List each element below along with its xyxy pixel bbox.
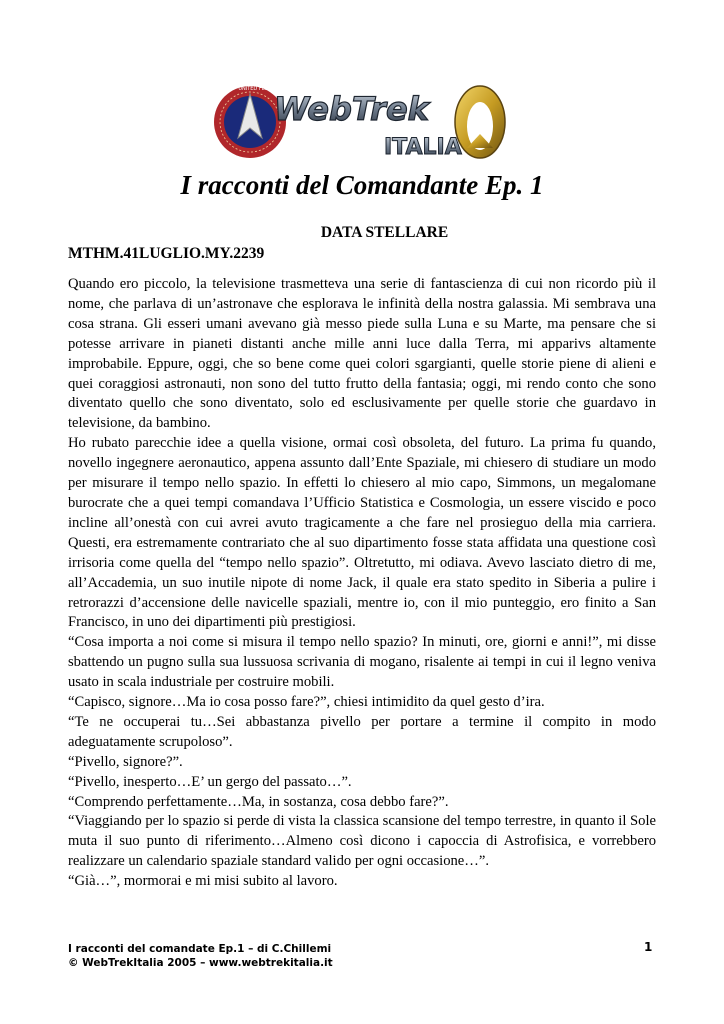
story-paragraph: “Te ne occuperai tu…Sei abbastanza pivello per portare a termine il compito in modo adeguatamente scrupoloso”. [68, 713, 656, 750]
document-title: I racconti del Comandante Ep. 1 [180, 170, 544, 200]
story-paragraph: “Comprendo perfettamente…Ma, in sostanza, cosa debbo fare?”. [68, 793, 449, 810]
footer-credit: I racconti del comandate Ep.1 – di C.Chillemi [68, 943, 332, 955]
page-footer [68, 942, 333, 970]
webtrek-italia-logo [177, 82, 508, 162]
stardate-label: DATA STELLARE [320, 224, 449, 241]
gold-delta-icon [455, 86, 505, 158]
story-paragraph: “Viaggiando per lo spazio si perde di vista la classica scansione del tempo terrestre, in quanto il Sole muta il suo punto di riferimento…Almeno così dicono i capoccia di Astrofisica, e vorrebbero realizzare un calendario spaziale standard valido per ogni occasione…”. [68, 813, 656, 870]
page-number: 1 [644, 940, 653, 954]
story-paragraph: “Cosa importa a noi come si misura il tempo nello spazio? In minuti, ore, giorni e anni!”, mi disse sbattendo un pugno sulla sua lussuosa scrivania di mogano, risalente ai tempi in cui il legno veniva usato in scala industriale per costruire mobili. [68, 634, 656, 691]
logo-badge-text: STARFLEET COMMAND · UNITED FEDERATION OF PLANETS [177, 86, 323, 92]
logo-brand-text: WebTrek [274, 90, 429, 128]
story-paragraph: “Pivello, signore?”. [68, 753, 183, 770]
story-body [68, 275, 656, 892]
stardate-code: MTHM.41LUGLIO.MY.2239 [68, 245, 265, 262]
story-paragraph: Ho rubato parecchie idee a quella visione, ormai così obsoleta, del futuro. La prima fu quando, novello ingegnere aeronautico, appena assunto dall’Ente Spaziale, mi chiesero di studiare un modo per misurare il tempo nello spazio. In effetti lo chiesero al mio capo, Simmons, un megalomane burocrate che a quei tempi comandava l’Ufficio Statistica e Cosmologia, un essere viscido e poco incline all’onestà con cui avrei avuto tragicamente a che fare nel prosieguo della mia carriera. Questi, era estremamente contrariato che al suo dipartimento fosse stata affidata una questione così irrisoria come quella del “tempo nello spazio”. Oltretutto, mi odiava. Avevo lasciato dietro di me, all’Accademia, un suo inutile nipote di nome Jack, il quale era stato spedito in Siberia a pulire i retrorazzi d’accensione delle navicelle spaziali, mentre io, con il mio punteggio, ero finito a San Francisco, in uno dei dipartimenti più prestigiosi. [68, 435, 656, 631]
story-paragraph: Quando ero piccolo, la televisione trasmetteva una serie di fantascienza di cui non ricordo più il nome, che parlava di un’astronave che esplorava le infinità della nostra galassia. Mi sembrava una cosa strana. Gli esseri umani avevano già messo piede sulla Luna e su Marte, ma pensare che si potesse arrivare in pianeti distanti anche mille anni luce dalla Terra, mi apparivs altamente improbabile. Eppure, oggi, che so bene come quei colori sgargianti, quelle storie piene di alieni e quei coraggiosi astronauti, non sono del tutto frutto della fantasia; oggi, mi rendo conto che sono diventato quello che sono diventato, solo ed esclusivamente per quelle storie che guardavo in televisione, da bambino. [68, 276, 656, 432]
story-paragraph: “Già…”, mormorai e mi misi subito al lavoro. [68, 873, 338, 890]
footer-copyright: © WebTrekItalia 2005 – www.webtrekitalia.it [68, 957, 333, 969]
story-paragraph: “Capisco, signore…Ma io cosa posso fare?”, chiesi intimidito da quel gesto d’ira. [68, 694, 545, 711]
story-paragraph: “Pivello, inesperto…E’ un gergo del passato…”. [68, 773, 352, 790]
logo-sub-text: ITALIA [384, 135, 462, 160]
